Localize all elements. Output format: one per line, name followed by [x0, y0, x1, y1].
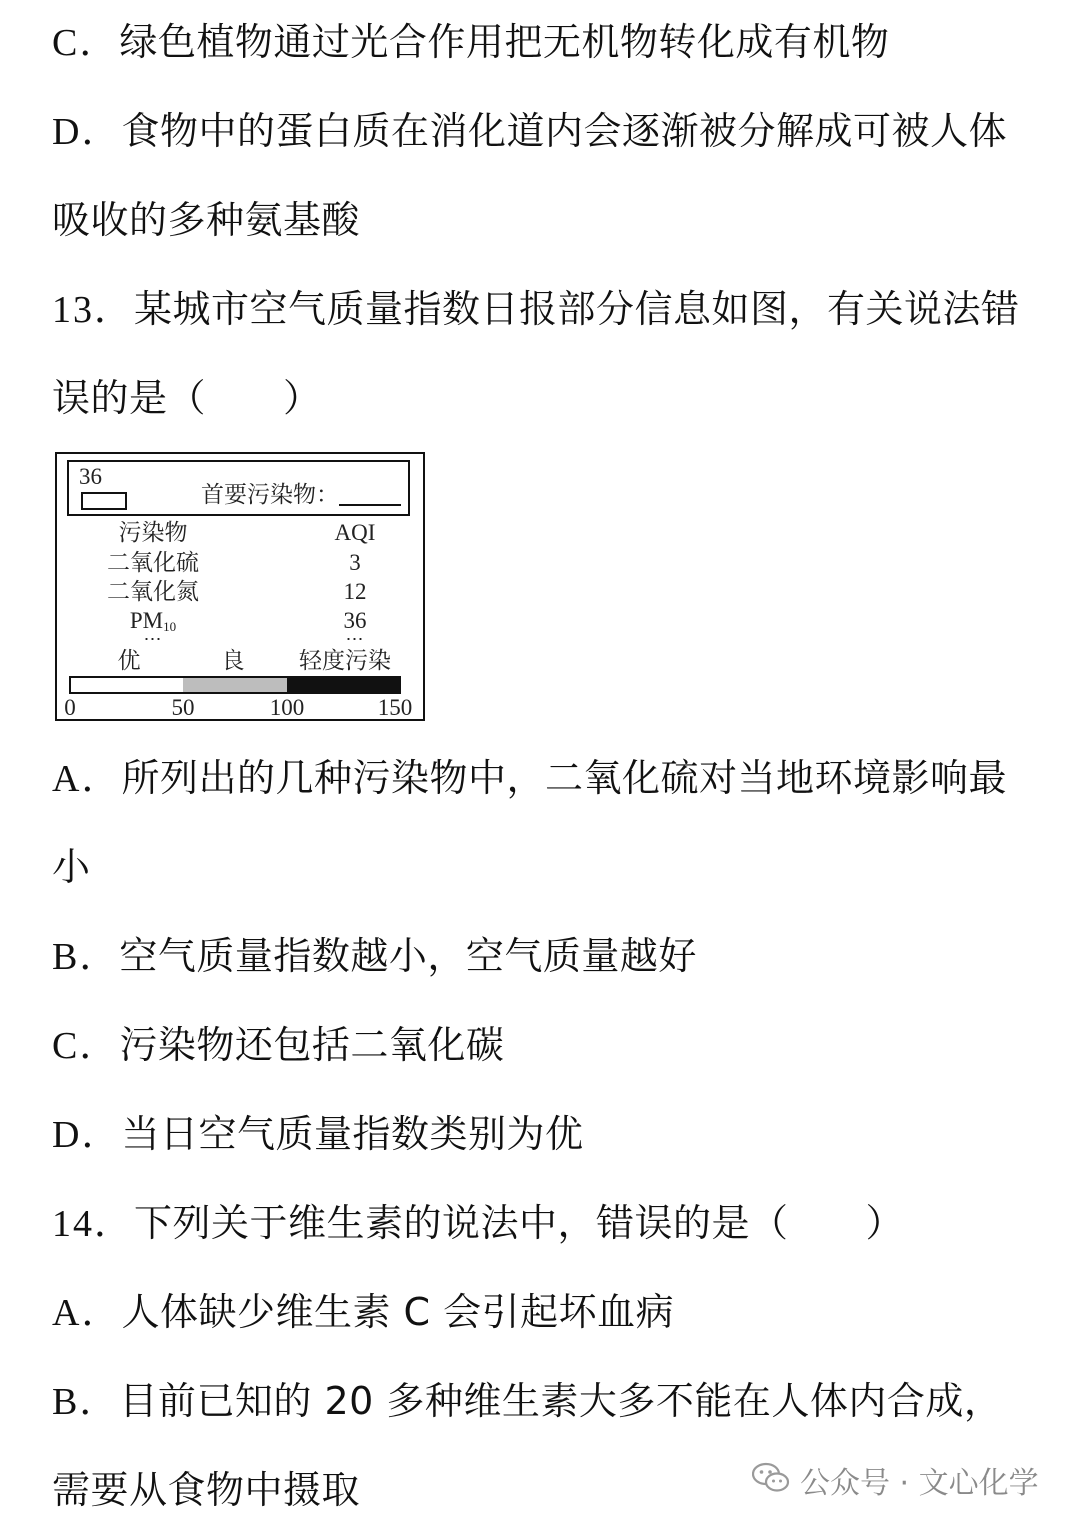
aqi-value-box: [81, 492, 127, 510]
option-b-q14: B．目前已知的 20 多种维生素大多不能在人体内合成，: [52, 1379, 1003, 1423]
level-segment-light-pollution: [287, 678, 399, 692]
aqi-header-box: [67, 460, 410, 516]
level-segment-good: [71, 678, 183, 692]
option-a-q13-cont: 小: [52, 845, 91, 889]
primary-pollutant-label: 首要污染物：: [201, 482, 339, 507]
ellipsis: ⋯: [143, 629, 163, 649]
option-d-q13: D．当日空气质量指数类别为优: [52, 1112, 584, 1156]
question-13-cont: 误的是（ ）: [52, 376, 322, 420]
level-segment-moderate: [183, 678, 288, 692]
pollutant-name: $PM_{10}$: [129, 608, 177, 634]
scale-tick: 100: [269, 695, 305, 720]
level-label: 轻度污染: [299, 648, 391, 673]
option-a-q13: A．所列出的几种污染物中，二氧化硫对当地环境影响最: [52, 756, 1007, 800]
watermark: [752, 1462, 1039, 1505]
scale-tick: 0: [64, 695, 76, 720]
primary-pollutant-blank: [339, 504, 401, 506]
line-d-option-q12: D．食物中的蛋白质在消化道内会逐渐被分解成可被人体: [52, 109, 1007, 153]
col-pollutant-header: 污染物: [118, 520, 188, 545]
wechat-icon: [752, 1462, 790, 1505]
question-14: 14．下列关于维生素的说法中，错误的是（ ）: [52, 1201, 905, 1245]
line-d-option-q12-cont: 吸收的多种氨基酸: [52, 198, 361, 242]
option-a-q14: A．人体缺少维生素 C 会引起坏血病: [52, 1290, 675, 1334]
question-13: 13．某城市空气质量指数日报部分信息如图，有关说法错: [52, 287, 1020, 331]
pollutant-aqi: 12: [343, 579, 367, 604]
level-label: 优: [117, 648, 141, 673]
pollutant-aqi: 3: [349, 550, 361, 575]
level-label: 良: [221, 648, 245, 673]
line-c-option-q12: C．绿色植物通过光合作用把无机物转化成有机物: [52, 20, 890, 64]
pollutant-name: 二氧化氮: [107, 579, 199, 604]
pollutant-name: 二氧化硫: [107, 550, 199, 575]
col-aqi-header: AQI: [334, 520, 376, 545]
option-b-q13: B．空气质量指数越小，空气质量越好: [52, 934, 697, 978]
aqi-scale-bar: [69, 676, 401, 694]
aqi-figure: [55, 452, 425, 721]
option-c-q13: C．污染物还包括二氧化碳: [52, 1023, 505, 1067]
option-b-q14-cont: 需要从食物中摄取: [52, 1468, 361, 1512]
watermark-text: 公众号 · 文心化学: [800, 1465, 1039, 1501]
scale-tick: 150: [377, 695, 413, 720]
aqi-value: 36: [79, 464, 102, 489]
pollutant-aqi: 36: [343, 608, 367, 633]
scale-tick: 50: [171, 695, 195, 720]
ellipsis: ⋯: [345, 629, 365, 649]
